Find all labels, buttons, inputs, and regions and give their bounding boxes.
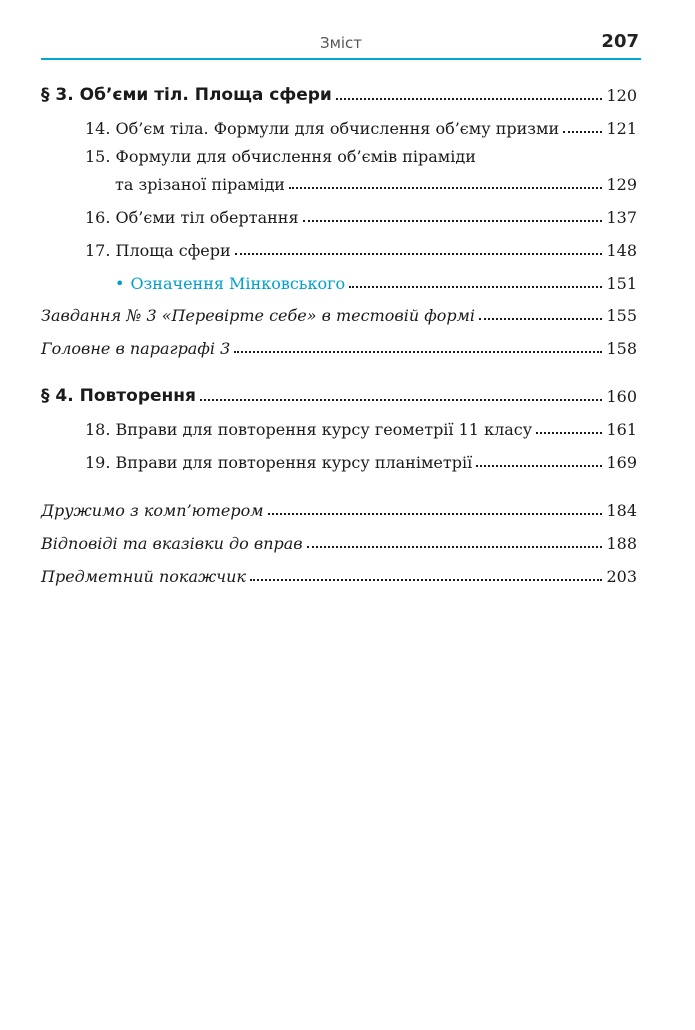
toc-item-task-3[interactable] (41, 293, 637, 325)
page-number: 207 (601, 31, 639, 52)
toc-entry-page: 188 (606, 534, 637, 553)
toc-entry-title: § 4. Повторення (41, 386, 196, 406)
toc-entry-page: 121 (606, 119, 637, 138)
dot-leader (476, 465, 602, 467)
dot-leader (235, 253, 603, 255)
table-of-contents (41, 72, 637, 586)
toc-entry-page: 158 (606, 339, 637, 358)
toc-entry-title: 14. Об’єм тіла. Формули для обчислення об’єму призми (85, 119, 560, 138)
dot-leader (336, 98, 603, 100)
dot-leader (307, 546, 603, 548)
toc-item-15-line2[interactable] (41, 166, 637, 194)
toc-item-summary-3[interactable] (41, 325, 637, 358)
toc-entry-title: 18. Вправи для повторення курсу геометрії 11 класу (85, 420, 533, 439)
toc-entry-title: Головне в параграфі 3 (41, 339, 231, 358)
running-title: Зміст (319, 34, 363, 52)
dot-leader (289, 187, 602, 189)
dot-leader (268, 513, 603, 515)
toc-entry-title: 15. Формули для обчислення об’ємів піраміди (85, 147, 476, 166)
dot-leader (536, 432, 602, 434)
toc-item-minkowski[interactable] (41, 260, 637, 293)
toc-entry-title: Означення Мінковського (130, 274, 346, 293)
toc-entry-page: 129 (606, 175, 637, 194)
toc-entry-title: Дружимо з комп’ютером (41, 501, 264, 520)
toc-entry-page: 148 (606, 241, 637, 260)
toc-entry-page: 160 (606, 387, 637, 406)
dot-leader (563, 131, 602, 133)
dot-leader (479, 318, 602, 320)
toc-entry-page: 161 (606, 420, 637, 439)
bullet-icon: • (115, 274, 125, 293)
toc-entry-page: 137 (606, 208, 637, 227)
toc-entry-title: 19. Вправи для повторення курсу планіметрії (85, 453, 473, 472)
dot-leader (303, 220, 603, 222)
toc-entry-title-continued: та зрізаної піраміди (115, 175, 285, 194)
toc-entry-title: 17. Площа сфери (85, 241, 231, 260)
toc-entry-page: 155 (606, 306, 637, 325)
page-header (41, 30, 641, 56)
dot-leader (200, 399, 603, 401)
header-divider (41, 58, 641, 60)
toc-item-answers[interactable] (41, 520, 637, 553)
toc-entry-page: 120 (606, 86, 637, 105)
dot-leader (234, 351, 602, 353)
toc-section-4[interactable] (41, 368, 637, 406)
toc-entry-page: 184 (606, 501, 637, 520)
toc-section-3[interactable] (41, 72, 637, 105)
toc-item-17[interactable] (41, 227, 637, 260)
toc-item-15-line1[interactable] (41, 138, 637, 166)
toc-entry-page: 169 (606, 453, 637, 472)
toc-item-index[interactable] (41, 553, 637, 586)
toc-item-14[interactable] (41, 105, 637, 138)
toc-entry-title: Завдання № 3 «Перевірте себе» в тестовій формі (41, 306, 476, 325)
toc-item-18[interactable] (41, 406, 637, 439)
toc-entry-page: 203 (606, 567, 637, 586)
toc-entry-title: § 3. Об’єми тіл. Площа сфери (41, 85, 332, 105)
toc-entry-page: 151 (606, 274, 637, 293)
dot-leader (349, 286, 602, 288)
toc-item-19[interactable] (41, 439, 637, 472)
toc-item-computer[interactable] (41, 482, 637, 520)
dot-leader (250, 579, 602, 581)
toc-entry-title: Відповіді та вказівки до вправ (41, 534, 303, 553)
toc-item-16[interactable] (41, 194, 637, 227)
toc-entry-title: Предметний покажчик (41, 567, 246, 586)
toc-entry-title: 16. Об’єми тіл обертання (85, 208, 299, 227)
